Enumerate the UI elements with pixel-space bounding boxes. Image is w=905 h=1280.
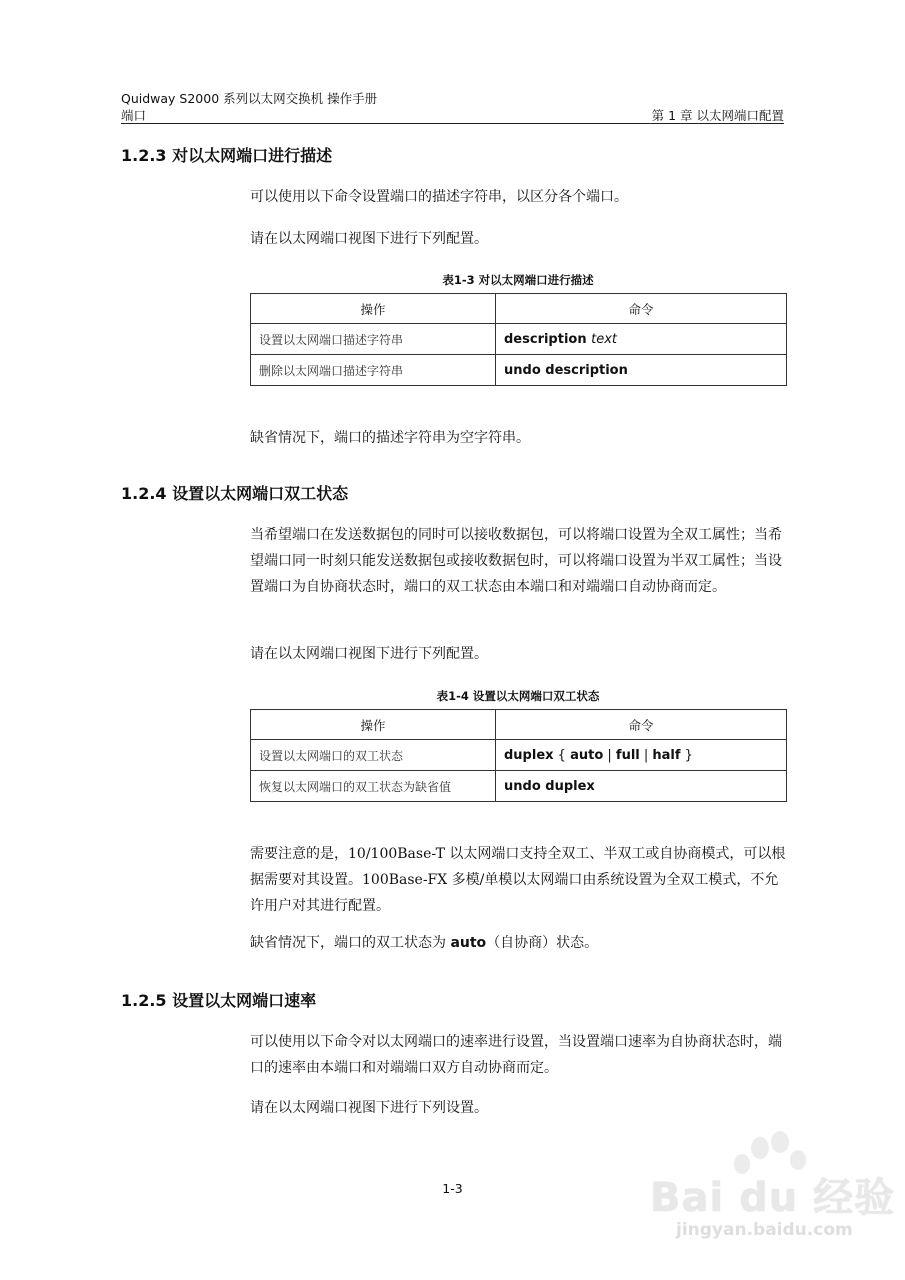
table-row — [251, 324, 787, 355]
brace-close: } — [680, 747, 693, 763]
table-caption: 表1-4 设置以太网端口双工状态 — [436, 689, 600, 703]
command-cell — [496, 740, 787, 771]
page-number: 1-3 — [442, 1181, 463, 1196]
separator: | — [639, 747, 653, 763]
option-auto: auto — [570, 747, 604, 763]
paragraph: 需要注意的是，10/100Base-T 以太网端口支持全双工、半双工或自协商模式，可以根据需要对其设置。100Base-FX 多模/单模以太网端口由系统设置为全双工模式，不允许用户对其进行配置。 — [250, 846, 786, 914]
table-row — [251, 355, 787, 386]
command-cell: undo description — [496, 355, 787, 386]
table-header-row — [251, 294, 787, 324]
paragraph: 可以使用以下命令对以太网端口的速率进行设置，当设置端口速率为自协商状态时，端口的速率由本端口和对端端口双方自动协商而定。 — [250, 1034, 782, 1076]
command-cell: undo duplex — [496, 771, 787, 802]
column-header-operation: 操作 — [251, 710, 496, 740]
separator: | — [603, 747, 616, 763]
operation-cell: 恢复以太网端口的双工状态为缺省值 — [251, 771, 496, 802]
column-header-command: 命令 — [496, 294, 787, 324]
header-chapter: 第 1 章 以太网端口配置 — [651, 108, 784, 123]
command-cell — [496, 324, 787, 355]
text-run: （自协商）状态。 — [486, 935, 599, 951]
section-title-1-2-3: 1.2.3 对以太网端口进行描述 — [121, 146, 333, 165]
command-table-1-3 — [250, 293, 787, 386]
operation-cell: 删除以太网端口描述字符串 — [251, 355, 496, 386]
table-row — [251, 771, 787, 802]
doc-title: Quidway S2000 系列以太网交换机 操作手册 — [121, 91, 378, 106]
paragraph — [250, 930, 786, 956]
watermark-url: jingyan.baidu.com — [676, 1220, 853, 1240]
operation-cell: 设置以太网端口的双工状态 — [251, 740, 496, 771]
running-header — [121, 106, 784, 124]
paragraph: 请在以太网端口视图下进行下列配置。 — [250, 646, 488, 662]
header-rule — [121, 123, 784, 124]
column-header-command: 命令 — [496, 710, 787, 740]
command-keyword: description — [504, 331, 592, 347]
option-half: half — [652, 747, 681, 763]
paragraph: 请在以太网端口视图下进行下列设置。 — [250, 1100, 488, 1116]
section-title-1-2-4: 1.2.4 设置以太网端口双工状态 — [121, 484, 349, 503]
header-section: 端口 — [121, 108, 147, 123]
watermark-brand: Bai du 经验 — [650, 1175, 896, 1221]
brace-open: { — [553, 747, 571, 763]
table-row — [251, 740, 787, 771]
paragraph: 可以使用以下命令设置端口的描述字符串，以区分各个端口。 — [250, 189, 628, 205]
command-keyword: duplex — [504, 747, 554, 763]
paragraph: 缺省情况下，端口的描述字符串为空字符串。 — [250, 430, 530, 446]
text-run: 缺省情况下，端口的双工状态为 — [250, 935, 451, 951]
operation-cell: 设置以太网端口描述字符串 — [251, 324, 496, 355]
paragraph: 请在以太网端口视图下进行下列配置。 — [250, 231, 488, 247]
keyword-auto: auto — [450, 935, 487, 951]
command-argument: text — [591, 331, 618, 347]
table-caption: 表1-3 对以太网端口进行描述 — [442, 273, 594, 287]
section-title-1-2-5: 1.2.5 设置以太网端口速率 — [121, 991, 317, 1010]
option-full: full — [615, 747, 640, 763]
table-header-row — [251, 710, 787, 740]
command-table-1-4 — [250, 709, 787, 802]
column-header-operation: 操作 — [251, 294, 496, 324]
paragraph: 当希望端口在发送数据包的同时可以接收数据包，可以将端口设置为全双工属性；当希望端口同一时刻只能发送数据包或接收数据包时，可以将端口设置为半双工属性；当设置端口为自协商状态时，端口的双工状态由本端口和对端端口自动协商而定。 — [250, 527, 782, 595]
